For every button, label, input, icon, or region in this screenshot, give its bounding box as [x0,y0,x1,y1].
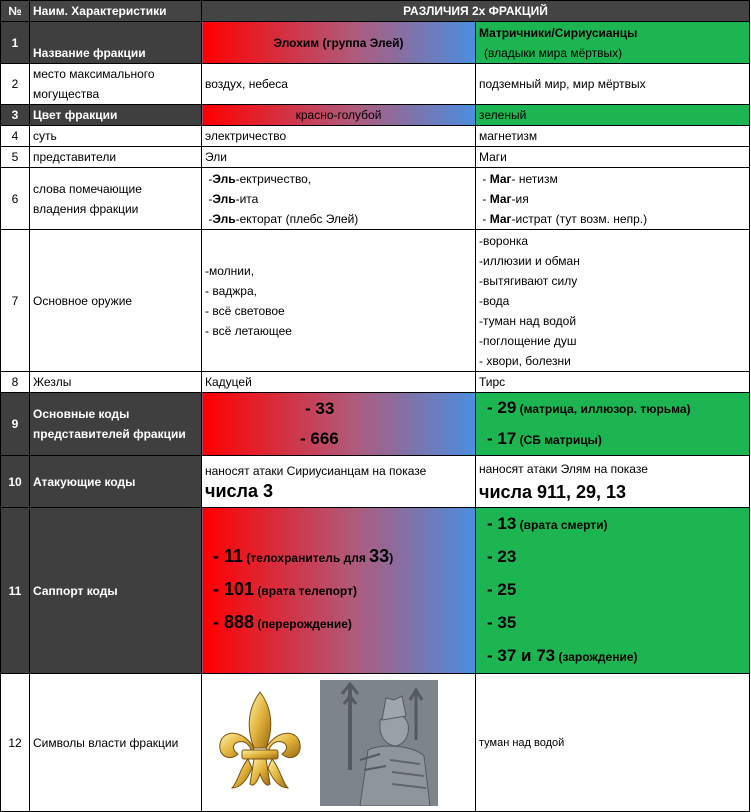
word-line: -Эль-ита [208,191,259,206]
faction-b-value: Маги [476,147,750,168]
row-label: Основное оружие [30,230,202,372]
table-row [1,674,750,812]
table-row [1,456,750,508]
header-differences: РАЗЛИЧИЯ 2х ФРАКЦИЙ [202,1,750,22]
faction-a-color: красно-голубой [202,105,476,126]
faction-b-title: Матричники/Сириусианцы [479,25,638,40]
faction-b-words [476,168,750,230]
support-line: - 37 и 73 (зарождение) [487,646,638,665]
faction-b-value: магнетизм [476,126,750,147]
table-row [1,230,750,372]
support-line: - 23 [487,547,517,566]
faction-b-weapons [476,230,750,372]
weapon-item: - всё летающее [205,323,292,338]
faction-a-value: Кадуцей [202,372,476,393]
table-row [1,393,750,456]
support-line: - 11 (телохранитель для 33) [213,546,394,566]
row-label: суть [30,126,202,147]
row-number: 12 [1,674,30,812]
table-row [1,508,750,674]
code-line: - 33 [305,399,335,418]
word-line: - Маг- нетизм [482,171,558,186]
row-label: Основные коды представителей фракции [30,393,202,456]
faction-b-color: зеленый [476,105,750,126]
faction-b-subtitle: (владыки мира мёртвых) [484,45,623,60]
row-number: 2 [1,64,30,105]
row-label: представители [30,147,202,168]
table-row [1,372,750,393]
faction-a-words [202,168,476,230]
faction-a-weapons [202,230,476,372]
support-line: - 888 (перерождение) [213,612,352,632]
code-line: - 666 [300,429,339,448]
table-row [1,105,750,126]
stone-relief-image [320,680,438,806]
row-number: 7 [1,230,30,372]
faction-b-name [476,22,750,64]
word-line: -Эль-ектричество, [208,171,312,186]
faction-a-symbols [202,674,476,812]
weapon-item: -поглощение душ [479,333,577,348]
row-label: Жезлы [30,372,202,393]
row-number: 5 [1,147,30,168]
table-row [1,168,750,230]
faction-a-support [202,508,476,674]
faction-b-codes [476,393,750,456]
faction-b-value: Тирс [476,372,750,393]
faction-b-symbols: туман над водой [476,674,750,812]
header-num: № [1,1,30,22]
weapon-item: -вытягивают силу [479,273,578,288]
faction-a-attack: наносят атаки Сириусианцам на показе числа 3 [202,456,476,508]
header-row [1,1,750,22]
faction-a-value: воздух, небеса [202,64,476,105]
row-label: место максимального могущества [30,64,202,105]
row-number: 10 [1,456,30,508]
faction-b-attack: наносят атаки Элям на показе числа 911, 29, 13 [476,456,750,508]
row-number: 8 [1,372,30,393]
weapon-item: - ваджра, [205,283,257,298]
code-line: - 17 (СБ матрицы) [487,429,602,448]
word-line: -Эль-екторат (плебс Элей) [208,211,359,226]
weapon-item: -иллюзии и обман [479,253,580,268]
row-label: слова помечающие владения фракции [30,168,202,230]
row-label: Цвет фракции [30,105,202,126]
row-label: Атакующие коды [30,456,202,508]
faction-a-codes [202,393,476,456]
row-number: 11 [1,508,30,674]
weapon-item: -молнии, [205,263,255,278]
row-number: 6 [1,168,30,230]
weapon-item: - хвори, болезни [479,353,571,368]
faction-b-support [476,508,750,674]
support-line: - 35 [487,613,517,632]
word-line: - Маг-ия [482,191,529,206]
weapon-item: -туман над водой [479,313,577,328]
row-number: 9 [1,393,30,456]
table-row [1,22,750,64]
row-number: 4 [1,126,30,147]
row-label: Название фракции [30,22,202,64]
fleur-de-lis-image [206,684,314,802]
code-line: - 29 (матрица, иллюзор. тюрьма) [487,398,691,417]
row-label: Саппорт коды [30,508,202,674]
weapon-item: -вода [479,293,510,308]
faction-a-value: электричество [202,126,476,147]
weapon-item: -воронка [479,233,529,248]
table-row [1,147,750,168]
table-row [1,64,750,105]
row-label: Символы власти фракции [30,674,202,812]
header-characteristic: Наим. Характеристики [30,1,202,22]
faction-a-name: Элохим (группа Элей) [202,22,476,64]
weapon-item: - всё световое [205,303,285,318]
word-line: - Маг-истрат (тут возм. непр.) [482,211,648,226]
support-line: - 101 (врата телепорт) [213,579,357,599]
faction-a-value: Эли [202,147,476,168]
support-line: - 25 [487,580,517,599]
faction-b-value: подземный мир, мир мёртвых [476,64,750,105]
support-line: - 13 (врата смерти) [487,514,608,533]
row-number: 1 [1,22,30,64]
row-number: 3 [1,105,30,126]
table-row [1,126,750,147]
